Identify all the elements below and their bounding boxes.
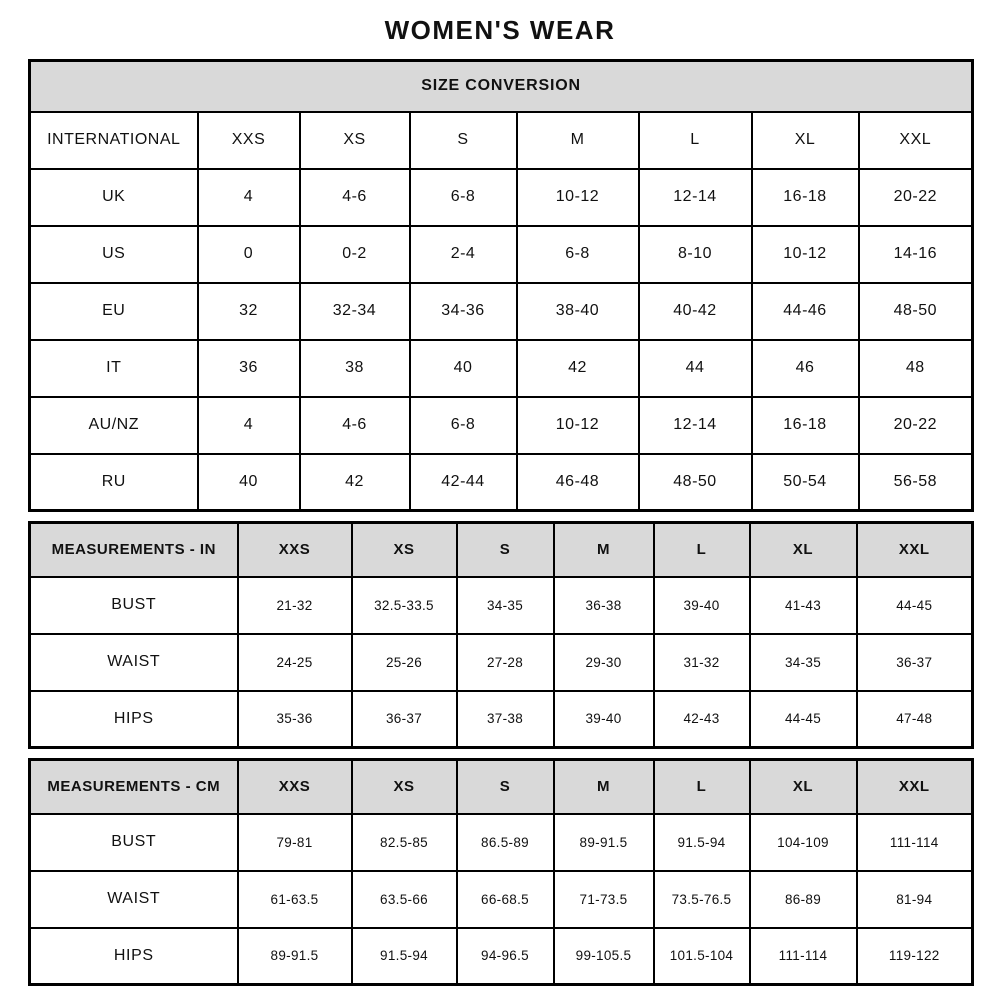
- table-row: [30, 814, 973, 871]
- column-header: M: [554, 523, 654, 577]
- measurements-cm-header-row: [30, 760, 973, 814]
- cell: 44-45: [857, 577, 973, 634]
- cell: 6-8: [410, 397, 517, 454]
- row-label: WAIST: [30, 871, 238, 928]
- column-header: L: [654, 523, 750, 577]
- cell: 29-30: [554, 634, 654, 691]
- column-header: XS: [352, 760, 457, 814]
- cell: 39-40: [554, 691, 654, 748]
- cell: 6-8: [410, 169, 517, 226]
- cell: 10-12: [517, 169, 639, 226]
- cell: M: [517, 112, 639, 169]
- cell: 36-38: [554, 577, 654, 634]
- page-title: WOMEN'S WEAR: [384, 15, 616, 45]
- cell: 4: [198, 169, 300, 226]
- column-header: S: [457, 523, 554, 577]
- measurements-in-header-row: [30, 523, 973, 577]
- row-label: EU: [30, 283, 198, 340]
- cell: 94-96.5: [457, 928, 554, 985]
- cell: 31-32: [654, 634, 750, 691]
- cell: XXS: [198, 112, 300, 169]
- cell: 66-68.5: [457, 871, 554, 928]
- cell: 46: [752, 340, 859, 397]
- cell: 0: [198, 226, 300, 283]
- row-label: UK: [30, 169, 198, 226]
- row-label: RU: [30, 454, 198, 511]
- table-row: [30, 340, 973, 397]
- cell: 37-38: [457, 691, 554, 748]
- cell: 20-22: [859, 169, 973, 226]
- cell: 47-48: [857, 691, 973, 748]
- column-header: S: [457, 760, 554, 814]
- cell: 40: [410, 340, 517, 397]
- cell: 10-12: [752, 226, 859, 283]
- cell: 73.5-76.5: [654, 871, 750, 928]
- row-label: HIPS: [30, 691, 238, 748]
- cell: XXL: [859, 112, 973, 169]
- cell: 21-32: [238, 577, 352, 634]
- column-header: XXL: [857, 523, 973, 577]
- table-row: [30, 634, 973, 691]
- cell: 42: [300, 454, 410, 511]
- cell: 32-34: [300, 283, 410, 340]
- cell: 91.5-94: [654, 814, 750, 871]
- cell: XS: [300, 112, 410, 169]
- cell: 91.5-94: [352, 928, 457, 985]
- cell: 71-73.5: [554, 871, 654, 928]
- cell: 99-105.5: [554, 928, 654, 985]
- cell: 42-43: [654, 691, 750, 748]
- cell: 34-35: [750, 634, 857, 691]
- cell: L: [639, 112, 752, 169]
- column-header: L: [654, 760, 750, 814]
- column-header: XL: [750, 760, 857, 814]
- cell: 44-45: [750, 691, 857, 748]
- table-row: [30, 226, 973, 283]
- cell: 48: [859, 340, 973, 397]
- cell: 40-42: [639, 283, 752, 340]
- table-row: [30, 112, 973, 169]
- cell: 42: [517, 340, 639, 397]
- column-header: XL: [750, 523, 857, 577]
- row-label: US: [30, 226, 198, 283]
- cell: 46-48: [517, 454, 639, 511]
- cell: 81-94: [857, 871, 973, 928]
- table-row: [30, 169, 973, 226]
- cell: 12-14: [639, 169, 752, 226]
- column-header: M: [554, 760, 654, 814]
- cell: 6-8: [517, 226, 639, 283]
- cell: 44: [639, 340, 752, 397]
- table-row: [30, 691, 973, 748]
- table-row: [30, 871, 973, 928]
- cell: 42-44: [410, 454, 517, 511]
- cell: 119-122: [857, 928, 973, 985]
- cell: 63.5-66: [352, 871, 457, 928]
- cell: 25-26: [352, 634, 457, 691]
- cell: 4-6: [300, 397, 410, 454]
- cell: 34-36: [410, 283, 517, 340]
- cell: 8-10: [639, 226, 752, 283]
- cell: 82.5-85: [352, 814, 457, 871]
- table-row: [30, 397, 973, 454]
- cell: 36-37: [857, 634, 973, 691]
- cell: 36-37: [352, 691, 457, 748]
- cell: 40: [198, 454, 300, 511]
- cell: 111-114: [750, 928, 857, 985]
- cell: 56-58: [859, 454, 973, 511]
- column-header: XXS: [238, 523, 352, 577]
- cell: 79-81: [238, 814, 352, 871]
- row-label: INTERNATIONAL: [30, 112, 198, 169]
- cell: 32.5-33.5: [352, 577, 457, 634]
- cell: 89-91.5: [554, 814, 654, 871]
- cell: 44-46: [752, 283, 859, 340]
- row-label: BUST: [30, 814, 238, 871]
- cell: 24-25: [238, 634, 352, 691]
- cell: 101.5-104: [654, 928, 750, 985]
- cell: 104-109: [750, 814, 857, 871]
- size-conversion-title: SIZE CONVERSION: [30, 61, 973, 112]
- cell: 86.5-89: [457, 814, 554, 871]
- measurements-in-table: [28, 521, 974, 749]
- cell: 27-28: [457, 634, 554, 691]
- cell: 39-40: [654, 577, 750, 634]
- cell: 16-18: [752, 397, 859, 454]
- table-row: [30, 577, 973, 634]
- cell: 38: [300, 340, 410, 397]
- cell: 61-63.5: [238, 871, 352, 928]
- cell: 2-4: [410, 226, 517, 283]
- row-label: IT: [30, 340, 198, 397]
- table-row: [30, 454, 973, 511]
- cell: 16-18: [752, 169, 859, 226]
- row-label: HIPS: [30, 928, 238, 985]
- cell: 86-89: [750, 871, 857, 928]
- cell: 111-114: [857, 814, 973, 871]
- row-label: BUST: [30, 577, 238, 634]
- cell: 32: [198, 283, 300, 340]
- column-header: XXL: [857, 760, 973, 814]
- cell: 48-50: [639, 454, 752, 511]
- cell: 35-36: [238, 691, 352, 748]
- measurements-cm-table: [28, 758, 974, 986]
- cell: 50-54: [752, 454, 859, 511]
- column-header: XS: [352, 523, 457, 577]
- row-label: AU/NZ: [30, 397, 198, 454]
- cell: 89-91.5: [238, 928, 352, 985]
- table-row: [30, 928, 973, 985]
- cell: S: [410, 112, 517, 169]
- cell: 4-6: [300, 169, 410, 226]
- table-row: [30, 283, 973, 340]
- cell: XL: [752, 112, 859, 169]
- cell: 34-35: [457, 577, 554, 634]
- measurements-in-title: MEASUREMENTS - IN: [30, 523, 238, 577]
- cell: 14-16: [859, 226, 973, 283]
- cell: 12-14: [639, 397, 752, 454]
- row-label: WAIST: [30, 634, 238, 691]
- cell: 41-43: [750, 577, 857, 634]
- column-header: XXS: [238, 760, 352, 814]
- cell: 4: [198, 397, 300, 454]
- measurements-cm-title: MEASUREMENTS - CM: [30, 760, 238, 814]
- cell: 20-22: [859, 397, 973, 454]
- cell: 10-12: [517, 397, 639, 454]
- size-conversion-table: [28, 59, 974, 512]
- cell: 48-50: [859, 283, 973, 340]
- cell: 0-2: [300, 226, 410, 283]
- cell: 38-40: [517, 283, 639, 340]
- cell: 36: [198, 340, 300, 397]
